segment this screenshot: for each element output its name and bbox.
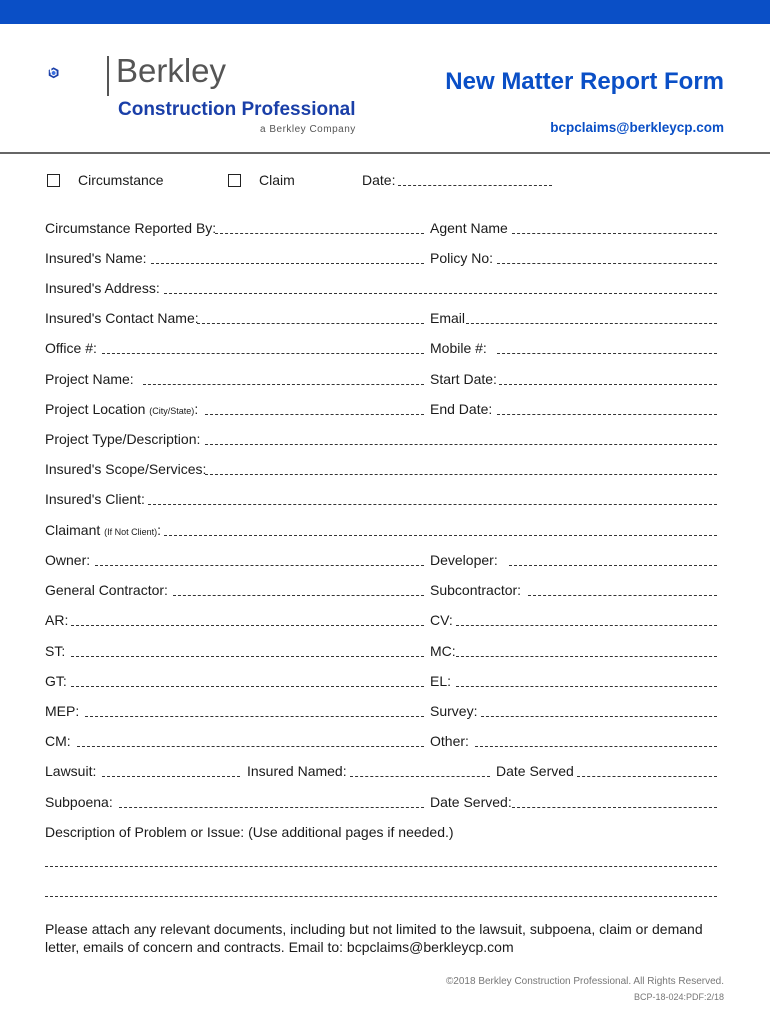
date-served-2-label: Date Served: <box>430 794 512 810</box>
footer-copyright: ©2018 Berkley Construction Professional. All Rights Reserved. <box>445 976 724 987</box>
end-date-field[interactable] <box>497 414 717 415</box>
row-mep <box>45 703 717 723</box>
claimant-text: Claimant <box>45 522 101 538</box>
form-title: New Matter Report Form <box>445 68 724 95</box>
subpoena-field[interactable] <box>119 807 424 808</box>
insured-contact-field[interactable] <box>197 323 424 324</box>
circumstance-label: Circumstance <box>78 172 164 188</box>
project-name-field[interactable] <box>143 384 424 385</box>
agent-name-field[interactable] <box>512 233 717 234</box>
row-description <box>45 824 717 844</box>
claimant-field[interactable] <box>164 535 717 536</box>
project-type-label: Project Type/Description: <box>45 431 201 447</box>
circumstance-checkbox[interactable] <box>47 174 60 187</box>
description-line-1[interactable] <box>45 866 717 867</box>
row-office <box>45 340 717 360</box>
row-scope <box>45 461 717 481</box>
scope-field[interactable] <box>205 474 717 475</box>
st-field[interactable] <box>71 656 424 657</box>
instructions-text: Please attach any relevant documents, including but not limited to the lawsuit, subpoena, claim or demand letter, emails of concern and contracts. Email to: bcpclaims@berkleycp.com <box>45 921 703 955</box>
row-lawsuit <box>45 763 717 783</box>
date-label: Date: <box>362 172 396 188</box>
claim-checkbox[interactable] <box>228 174 241 187</box>
project-location-text: Project Location <box>45 401 146 417</box>
cv-label: CV: <box>430 612 453 628</box>
project-location-sub: (City/State) <box>149 406 195 416</box>
cm-field[interactable] <box>77 746 424 747</box>
mep-field[interactable] <box>85 716 424 717</box>
row-cm <box>45 733 717 753</box>
ar-field[interactable] <box>71 625 424 626</box>
gc-label: General Contractor: <box>45 582 168 598</box>
gc-field[interactable] <box>173 595 424 596</box>
email-field[interactable] <box>466 323 717 324</box>
insured-named-field[interactable] <box>350 776 490 777</box>
mobile-label: Mobile #: <box>430 340 487 356</box>
start-date-field[interactable] <box>499 384 717 385</box>
end-date-label: End Date: <box>430 401 493 417</box>
top-color-bar <box>0 0 770 24</box>
email-label: Email <box>430 310 466 326</box>
insured-address-field[interactable] <box>164 293 717 294</box>
row-claimant <box>45 522 717 542</box>
project-location-colon: : <box>194 401 199 417</box>
row-project-type <box>45 431 717 451</box>
berkley-logo-icon <box>48 46 108 106</box>
reported-by-label: Circumstance Reported By: <box>45 220 217 236</box>
date-served-1-label: Date Served <box>496 763 574 779</box>
row-insured-name <box>45 250 717 270</box>
cv-field[interactable] <box>456 625 717 626</box>
brand-company: a Berkley Company <box>260 124 356 135</box>
developer-label: Developer: <box>430 552 498 568</box>
lawsuit-field[interactable] <box>102 776 240 777</box>
gt-field[interactable] <box>71 686 424 687</box>
claimant-sub: (If Not Client) <box>104 527 158 537</box>
insured-name-field[interactable] <box>151 263 424 264</box>
survey-field[interactable] <box>481 716 717 717</box>
date-served-1-field[interactable] <box>577 776 717 777</box>
row-reported-by <box>45 220 717 240</box>
gt-label: GT: <box>45 673 67 689</box>
row-insured-contact <box>45 310 717 330</box>
date-served-2-field[interactable] <box>512 807 717 808</box>
brand-name: Berkley <box>116 52 227 89</box>
insured-contact-label: Insured's Contact Name: <box>45 310 199 326</box>
row-gc <box>45 582 717 602</box>
owner-field[interactable] <box>95 565 424 566</box>
row-subpoena <box>45 794 717 814</box>
header-divider <box>0 152 770 154</box>
subpoena-label: Subpoena: <box>45 794 113 810</box>
developer-field[interactable] <box>509 565 717 566</box>
policy-no-label: Policy No: <box>430 250 494 266</box>
footer-code: BCP-18-024:PDF:2/18 <box>633 992 724 1002</box>
el-field[interactable] <box>456 686 717 687</box>
start-date-label: Start Date: <box>430 371 497 387</box>
st-label: ST: <box>45 643 66 659</box>
other-label: Other: <box>430 733 469 749</box>
subcontractor-label: Subcontractor: <box>430 582 522 598</box>
mc-field[interactable] <box>456 656 717 657</box>
row-project-location <box>45 401 717 421</box>
claimant-label <box>45 522 161 538</box>
other-field[interactable] <box>475 746 717 747</box>
row-project-name <box>45 371 717 391</box>
mep-label: MEP: <box>45 703 80 719</box>
cm-label: CM: <box>45 733 71 749</box>
project-name-label: Project Name: <box>45 371 134 387</box>
claimant-colon: : <box>157 522 162 538</box>
project-location-label <box>45 401 198 417</box>
row-client <box>45 491 717 511</box>
project-location-field[interactable] <box>205 414 424 415</box>
description-line-2[interactable] <box>45 896 717 897</box>
client-field[interactable] <box>148 504 717 505</box>
office-label: Office #: <box>45 340 97 356</box>
office-field[interactable] <box>102 353 424 354</box>
date-field[interactable] <box>398 185 552 186</box>
row-insured-address <box>45 280 717 300</box>
insured-name-label: Insured's Name: <box>45 250 147 266</box>
lawsuit-label: Lawsuit: <box>45 763 97 779</box>
survey-label: Survey: <box>430 703 478 719</box>
claim-label: Claim <box>259 172 295 188</box>
agent-name-label: Agent Name <box>430 220 508 236</box>
mobile-field[interactable] <box>497 353 717 354</box>
insured-address-label: Insured's Address: <box>45 280 160 296</box>
row-ar <box>45 612 717 632</box>
ar-label: AR: <box>45 612 69 628</box>
row-owner <box>45 552 717 572</box>
el-label: EL: <box>430 673 452 689</box>
brand-subtitle: Construction Professional <box>118 99 356 120</box>
reported-by-field[interactable] <box>215 233 424 234</box>
project-type-field[interactable] <box>205 444 717 445</box>
mc-label: MC: <box>430 643 456 659</box>
header-email-link[interactable]: bcpclaims@berkleycp.com <box>550 120 724 135</box>
brand-divider <box>107 56 109 96</box>
policy-no-field[interactable] <box>497 263 717 264</box>
owner-label: Owner: <box>45 552 91 568</box>
description-label: Description of Problem or Issue: (Use additional pages if needed.) <box>45 824 454 840</box>
scope-label: Insured's Scope/Services: <box>45 461 207 477</box>
client-label: Insured's Client: <box>45 491 145 507</box>
insured-named-label: Insured Named: <box>247 763 347 779</box>
row-st <box>45 643 717 663</box>
subcontractor-field[interactable] <box>528 595 717 596</box>
row-gt <box>45 673 717 693</box>
